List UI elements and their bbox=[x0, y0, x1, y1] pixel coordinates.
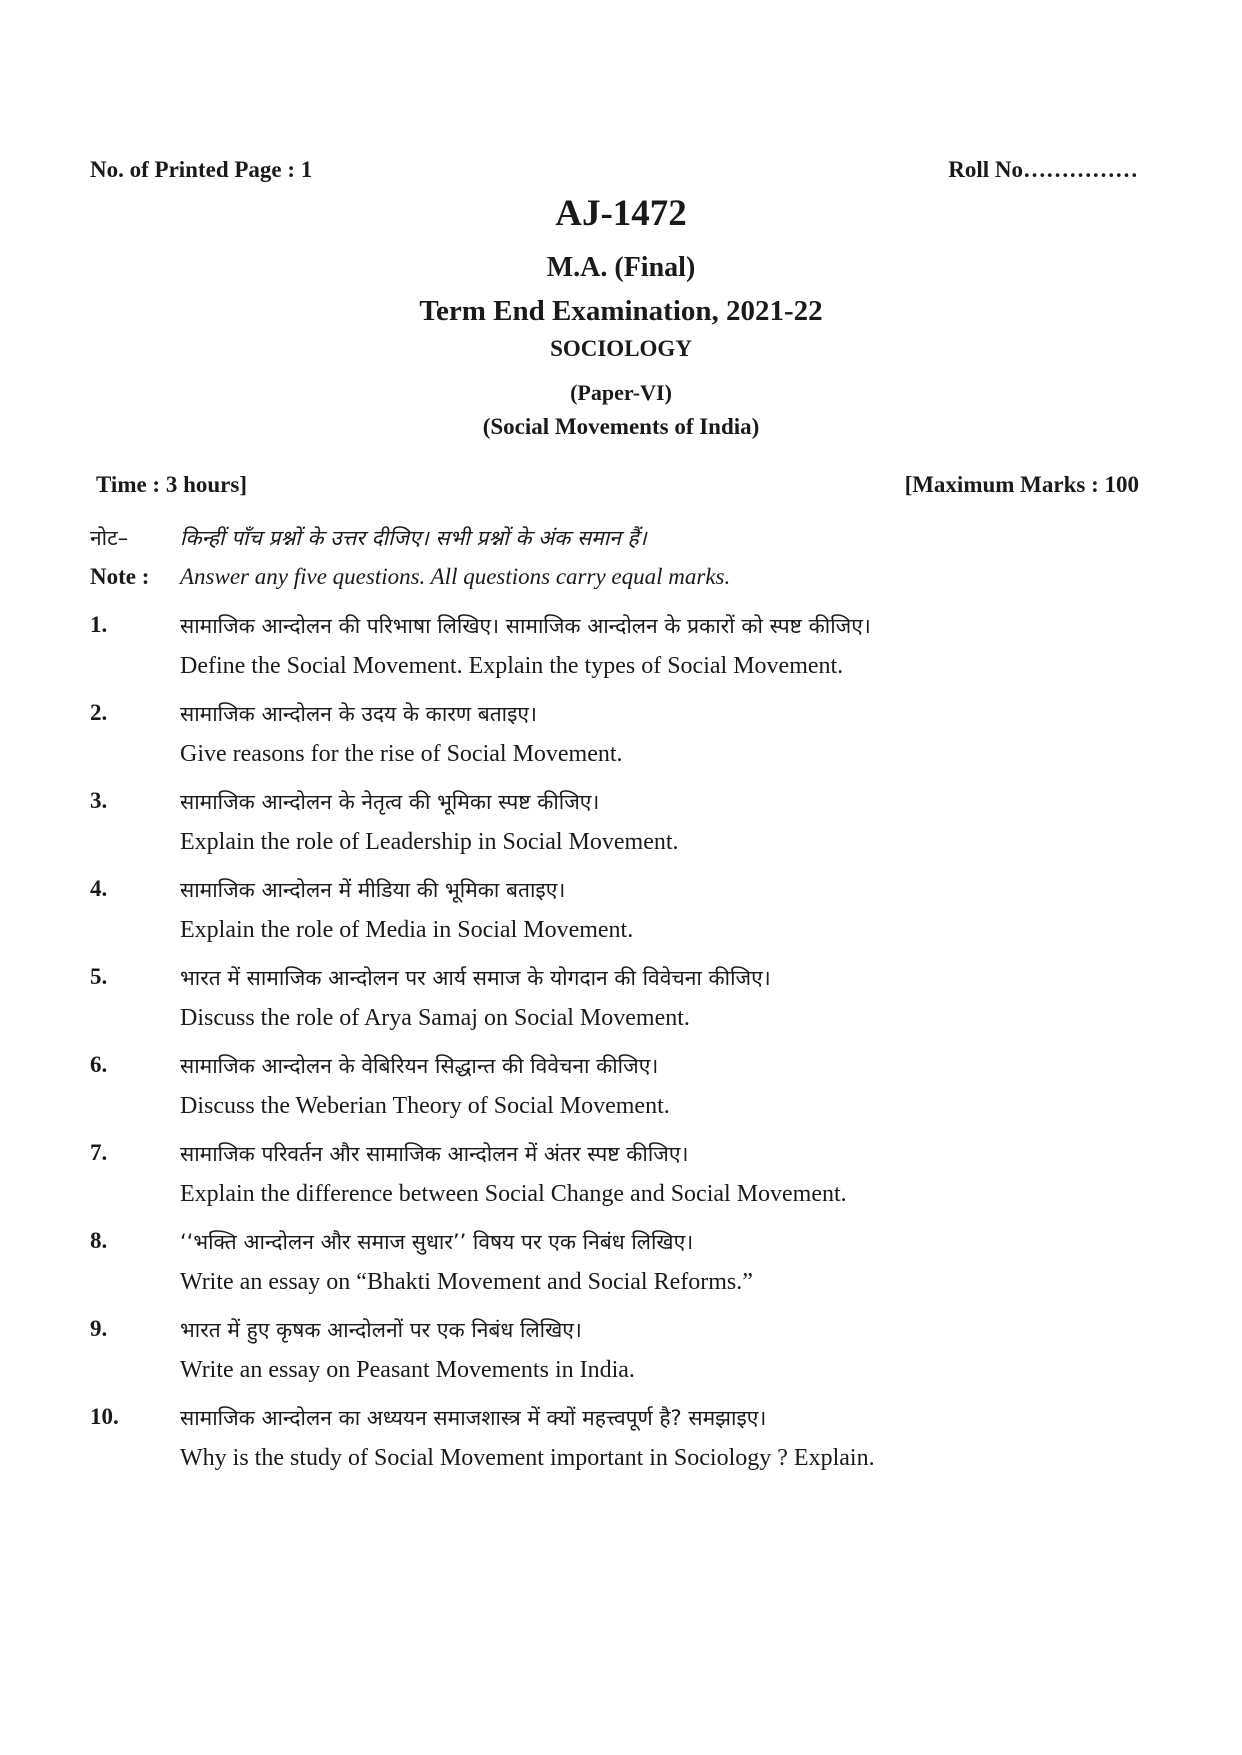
question-text-english: Why is the study of Social Movement important in Sociology ? Explain. bbox=[180, 1445, 875, 1471]
maximum-marks: [Maximum Marks : 100 bbox=[904, 472, 1139, 497]
question-number: 3. bbox=[90, 788, 108, 813]
question-number: 2. bbox=[90, 700, 108, 725]
note-hindi bbox=[90, 524, 647, 552]
degree-title: M.A. (Final) bbox=[546, 252, 696, 283]
question-number: 1. bbox=[90, 612, 108, 637]
note-english bbox=[90, 564, 730, 590]
question-number: 9. bbox=[90, 1316, 108, 1341]
question-text-hindi: सामाजिक आन्दोलन के नेतृत्व की भूमिका स्पष्ट कीजिए। bbox=[180, 790, 600, 814]
roll-number-field: Roll No…………… bbox=[948, 157, 1138, 182]
subject-title: SOCIOLOGY bbox=[550, 336, 692, 361]
note-english-label: Note : bbox=[90, 564, 150, 589]
question-text-english: Give reasons for the rise of Social Movement. bbox=[180, 741, 623, 767]
question-text-english: Write an essay on “Bhakti Movement and Social Reforms.” bbox=[180, 1269, 753, 1295]
question-text-hindi: भारत में सामाजिक आन्दोलन पर आर्य समाज के योगदान की विवेचना कीजिए। bbox=[180, 966, 771, 990]
question-number: 5. bbox=[90, 964, 108, 989]
question-number: 6. bbox=[90, 1052, 108, 1077]
paper-title: (Social Movements of India) bbox=[482, 414, 760, 439]
question-text-hindi: सामाजिक आन्दोलन के वेबिरियन सिद्धान्त की विवेचना कीजिए। bbox=[180, 1054, 659, 1078]
question-text-english: Write an essay on Peasant Movements in India. bbox=[180, 1357, 635, 1383]
question-text-hindi: सामाजिक आन्दोलन के उदय के कारण बताइए। bbox=[180, 702, 537, 726]
printed-page-count: No. of Printed Page : 1 bbox=[90, 157, 313, 182]
exam-title: Term End Examination, 2021-22 bbox=[419, 295, 823, 327]
note-hindi-text: किन्हीं पाँच प्रश्नों के उत्तर दीजिए। सभी प्रश्नों के अंक समान हैं। bbox=[180, 526, 647, 550]
question-text-english: Discuss the role of Arya Samaj on Social Movement. bbox=[180, 1005, 690, 1031]
question-text-hindi: भारत में हुए कृषक आन्दोलनों पर एक निबंध लिखिए। bbox=[180, 1318, 582, 1342]
question-text-hindi: सामाजिक आन्दोलन की परिभाषा लिखिए। सामाजिक आन्दोलन के प्रकारों को स्पष्ट कीजिए। bbox=[180, 614, 871, 638]
question-text-english: Explain the role of Leadership in Social Movement. bbox=[180, 829, 679, 855]
paper-code: AJ-1472 bbox=[555, 193, 687, 234]
question-text-english: Explain the difference between Social Change and Social Movement. bbox=[180, 1181, 847, 1207]
question-number: 4. bbox=[90, 876, 108, 901]
question-text-hindi: सामाजिक आन्दोलन में मीडिया की भूमिका बताइए। bbox=[180, 878, 566, 902]
question-text-hindi: ‘‘भक्ति आन्दोलन और समाज सुधार’’ विषय पर एक निबंध लिखिए। bbox=[180, 1230, 694, 1254]
question-number: 7. bbox=[90, 1140, 108, 1165]
note-english-text: Answer any five questions. All questions carry equal marks. bbox=[180, 564, 731, 589]
time-allowed: Time : 3 hours] bbox=[96, 472, 247, 497]
question-text-english: Define the Social Movement. Explain the types of Social Movement. bbox=[180, 653, 844, 679]
note-hindi-label: नोट– bbox=[90, 526, 129, 550]
question-text-english: Discuss the Weberian Theory of Social Movement. bbox=[180, 1093, 670, 1119]
paper-number: (Paper-VI) bbox=[570, 380, 672, 405]
question-text-english: Explain the role of Media in Social Movement. bbox=[180, 917, 634, 943]
question-text-hindi: सामाजिक आन्दोलन का अध्ययन समाजशास्त्र में क्यों महत्त्वपूर्ण है? समझाइए। bbox=[180, 1406, 767, 1430]
question-number: 10. bbox=[90, 1404, 119, 1429]
question-number: 8. bbox=[90, 1228, 108, 1253]
question-text-hindi: सामाजिक परिवर्तन और सामाजिक आन्दोलन में अंतर स्पष्ट कीजिए। bbox=[180, 1142, 689, 1166]
